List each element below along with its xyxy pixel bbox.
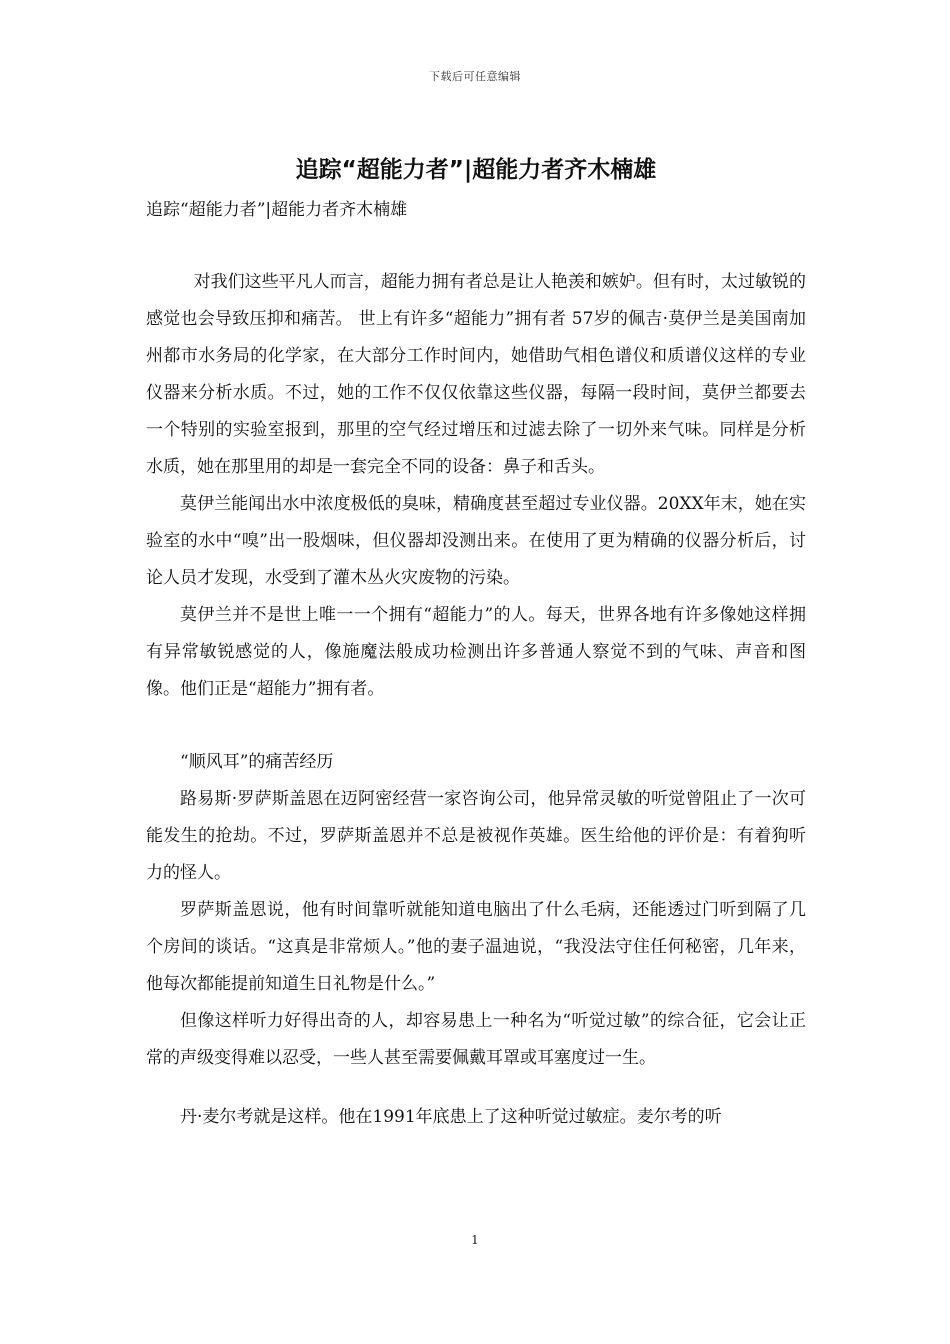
paragraph-superpower-people: 莫伊兰并不是世上唯一一个拥有“超能力”的人。每天，世界各地有许多像她这样拥有异常敏锐感觉的人，像施魔法般成功检测出许多普通人察觉不到的气味、声音和图像。他们正是“超能力”拥有者。: [146, 605, 806, 699]
document-title: 追踪“超能力者”|超能力者齐木楠雄: [295, 157, 657, 183]
paragraph-hearing: 罗萨斯盖恩说，他有时间靠听就能知道电脑出了什么毛病，还能透过门听到隔了几个房间的谈话。“这真是非常烦人。”他的妻子温迪说，“我没法守住任何秘密，几年来，他每次都能提前知道生日礼物是什么。”: [146, 900, 806, 994]
section-heading: “顺风耳”的痛苦经历: [180, 752, 334, 772]
paragraph-hyperacusis: 但像这样听力好得出奇的人，却容易患上一种名为“听觉过敏”的综合征，它会让正常的声级变得难以忍受，一些人甚至需要佩戴耳罩或耳塞度过一生。: [146, 1011, 806, 1068]
paragraph-rosas-gain: 路易斯·罗萨斯盖恩在迈阿密经营一家咨询公司，他异常灵敏的听觉曾阻止了一次可能发生的抢劫。不过，罗萨斯盖恩并不总是被视作英雄。医生给他的评价是：有着狗听力的怪人。: [146, 789, 806, 883]
header-note: 下载后可任意编辑: [429, 70, 521, 83]
page-number: 1: [471, 1233, 479, 1247]
spacer: [146, 1077, 806, 1099]
document-subtitle: 追踪“超能力者”|超能力者齐木楠雄: [146, 200, 408, 220]
paragraph-dan-malcolm: 丹·麦尔考就是这样。他在1991年底患上了这种听觉过敏症。麦尔考的听: [180, 1107, 722, 1127]
spacer: [146, 708, 806, 744]
paragraph-moylan-smell: 莫伊兰能闻出水中浓度极低的臭味，精确度甚至超过专业仪器。20XX年末，她在实验室的水中“嗅”出一股烟味，但仪器却没测出来。在使用了更为精确的仪器分析后，讨论人员才发现，水受到了灌木丛火灾废物的污染。: [146, 494, 806, 588]
spacer: [146, 228, 806, 264]
document-content: [146, 148, 806, 1136]
paragraph-intro: 对我们这些平凡人而言，超能力拥有者总是让人艳羡和嫉妒。但有时，太过敏锐的感觉也会导致压抑和痛苦。 世上有许多“超能力”拥有者 57岁的佩吉·莫伊兰是美国南加州都市水务局的化学家，在大部分工作时间内，她借助气相色谱仪和质谱仪这样的专业仪器来分析水质。不过，她的工作不仅仅依靠这些仪器，每隔一段时间，莫伊兰都要去一个特别的实验室报到，那里的空气经过增压和过滤去除了一切外来气味。同样是分析水质，她在那里用的却是一套完全不同的设备：鼻子和舌头。: [146, 272, 806, 477]
